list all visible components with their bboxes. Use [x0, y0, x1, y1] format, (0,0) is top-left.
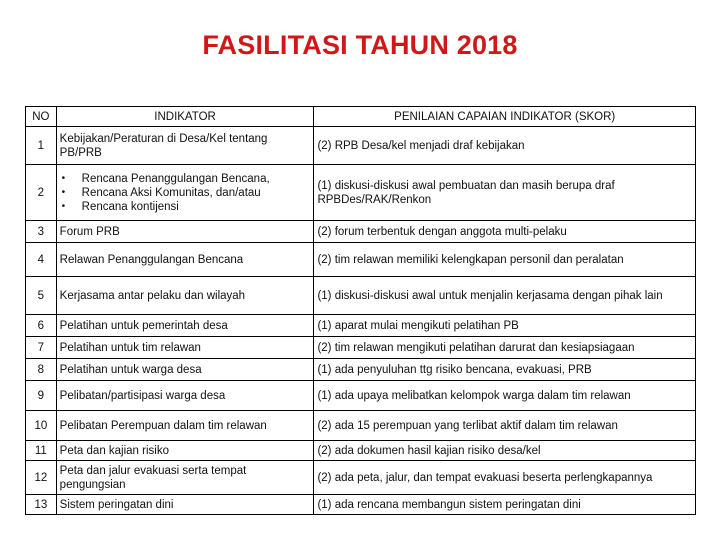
- table-row: [26, 243, 696, 277]
- row-number: 3: [26, 221, 57, 243]
- table-header-row: [26, 107, 696, 127]
- table-row: [26, 411, 696, 441]
- row-number: 8: [26, 359, 57, 381]
- indicator-table: [25, 106, 696, 515]
- table-row: [26, 221, 696, 243]
- score-cell: (1) ada rencana membangun sistem peringatan dini: [314, 495, 696, 515]
- table-row: [26, 337, 696, 359]
- score-cell: (1) ada penyuluhan ttg risiko bencana, evakuasi, PRB: [314, 359, 696, 381]
- table-row: [26, 359, 696, 381]
- bullet-item: • Rencana Penanggulangan Bencana,: [60, 172, 311, 186]
- table-row: [26, 381, 696, 411]
- table-row: [26, 315, 696, 337]
- bullet-item: • Rencana kontijensi: [60, 200, 311, 214]
- header-penilaian: PENILAIAN CAPAIAN INDIKATOR (SKOR): [314, 107, 696, 127]
- score-cell: (1) diskusi-diskusi awal untuk menjalin kerjasama dengan pihak lain: [314, 277, 696, 315]
- table-row: [26, 165, 696, 221]
- score-cell: (2) forum terbentuk dengan anggota multi-pelaku: [314, 221, 696, 243]
- indicator-cell: Pelatihan untuk pemerintah desa: [56, 315, 314, 337]
- table-row: [26, 461, 696, 495]
- table-row: [26, 495, 696, 515]
- indicator-cell: Sistem peringatan dini: [56, 495, 314, 515]
- row-number: 1: [26, 127, 57, 165]
- row-number: 9: [26, 381, 57, 411]
- indicator-cell: Relawan Penanggulangan Bencana: [56, 243, 314, 277]
- indicator-cell: Pelibatan/partisipasi warga desa: [56, 381, 314, 411]
- table-row: [26, 127, 696, 165]
- score-cell: (2) ada dokumen hasil kajian risiko desa/kel: [314, 441, 696, 461]
- indicator-cell: Pelibatan Perempuan dalam tim relawan: [56, 411, 314, 441]
- row-number: 4: [26, 243, 57, 277]
- indicator-cell: Peta dan jalur evakuasi serta tempat pengungsian: [56, 461, 314, 495]
- score-cell: (1) diskusi-diskusi awal pembuatan dan masih berupa draf RPBDes/RAK/Renkon: [314, 165, 696, 221]
- score-cell: (2) ada 15 perempuan yang terlibat aktif dalam tim relawan: [314, 411, 696, 441]
- row-number: 2: [26, 165, 57, 221]
- score-cell: (2) tim relawan mengikuti pelatihan darurat dan kesiapsiagaan: [314, 337, 696, 359]
- row-number: 13: [26, 495, 57, 515]
- row-number: 11: [26, 441, 57, 461]
- bullet-item: • Rencana Aksi Komunitas, dan/atau: [60, 186, 311, 200]
- indicator-bullet-list: [60, 172, 311, 214]
- indicator-cell: [56, 165, 314, 221]
- row-number: 12: [26, 461, 57, 495]
- indicator-cell: Forum PRB: [56, 221, 314, 243]
- score-cell: (1) aparat mulai mengikuti pelatihan PB: [314, 315, 696, 337]
- score-cell: (2) RPB Desa/kel menjadi draf kebijakan: [314, 127, 696, 165]
- table-row: [26, 441, 696, 461]
- row-number: 7: [26, 337, 57, 359]
- indicator-cell: Kebijakan/Peraturan di Desa/Kel tentang PB/PRB: [56, 127, 314, 165]
- row-number: 5: [26, 277, 57, 315]
- indicator-cell: Peta dan kajian risiko: [56, 441, 314, 461]
- score-cell: (2) ada peta, jalur, dan tempat evakuasi beserta perlengkapannya: [314, 461, 696, 495]
- score-cell: (2) tim relawan memiliki kelengkapan personil dan peralatan: [314, 243, 696, 277]
- score-cell: (1) ada upaya melibatkan kelompok warga dalam tim relawan: [314, 381, 696, 411]
- row-number: 10: [26, 411, 57, 441]
- header-no: NO: [26, 107, 57, 127]
- table-row: [26, 277, 696, 315]
- page-title: FASILITASI TAHUN 2018: [202, 30, 518, 60]
- indicator-cell: Pelatihan untuk tim relawan: [56, 337, 314, 359]
- indicator-cell: Pelatihan untuk warga desa: [56, 359, 314, 381]
- indicator-cell: Kerjasama antar pelaku dan wilayah: [56, 277, 314, 315]
- row-number: 6: [26, 315, 57, 337]
- header-indikator: INDIKATOR: [56, 107, 314, 127]
